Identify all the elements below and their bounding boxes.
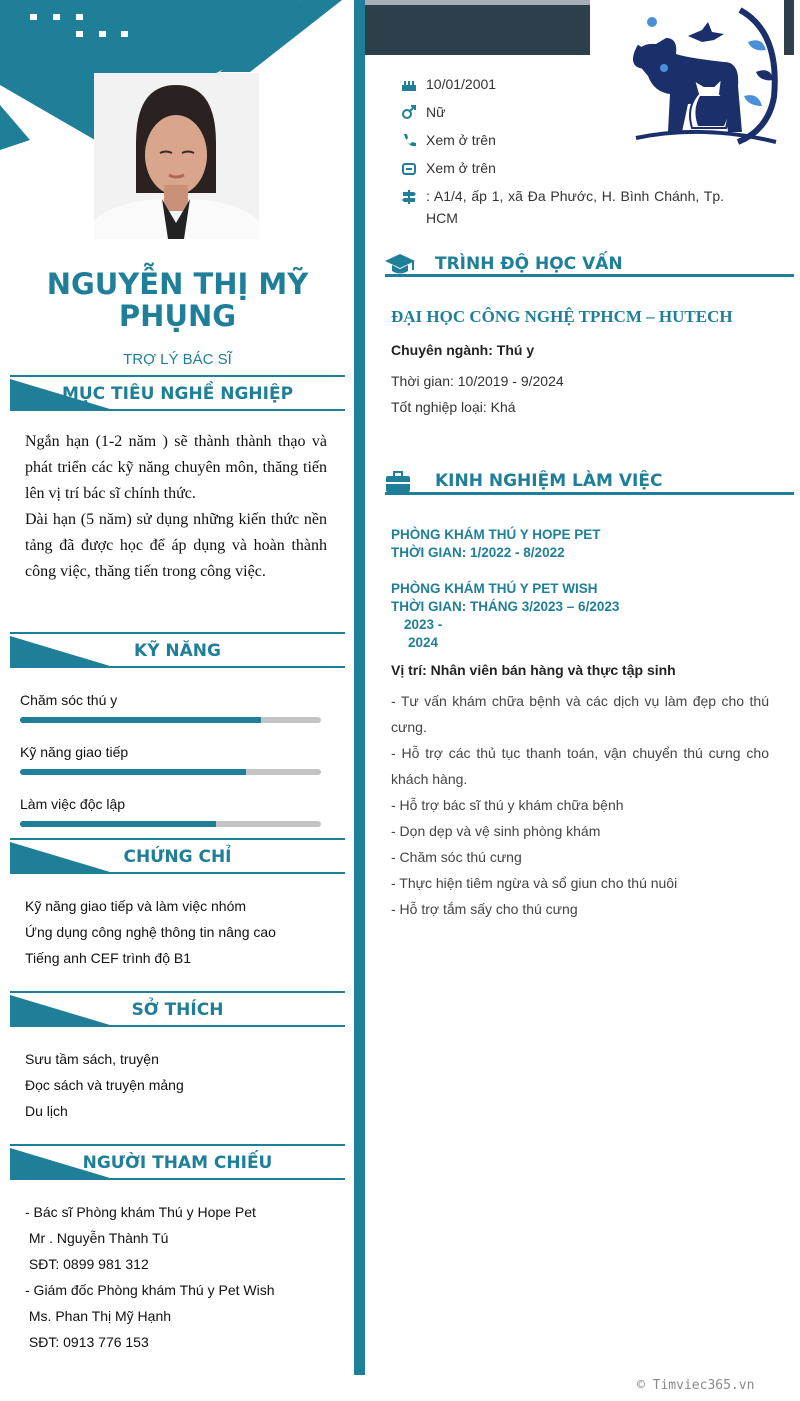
experience-rule [385,492,794,495]
reference-line: Ms. Phan Thị Mỹ Hạnh [25,1308,172,1324]
dob-text: 10/01/2001 [426,76,497,92]
email-icon [400,160,418,178]
certificate-item: Tiếng anh CEF trình độ B1 [25,950,192,966]
duty-item: - Thực hiện tiêm ngừa và sổ giun cho thú nuôi [391,875,678,891]
skill-bar [20,821,321,827]
skill-bar [20,769,321,775]
hobbies-section-header [10,991,345,1027]
skill-name: Làm việc độc lập [20,796,126,812]
graduation-cap-icon [385,252,415,276]
objective-section-header [10,375,345,411]
phone-text: Xem ở trên [426,132,496,148]
certificates-heading: CHỨNG CHỈ [123,847,232,867]
skill-bar [20,717,321,723]
job2-extra-year: 2023 - [404,617,443,632]
hobby-item: Sưu tầm sách, truyện [25,1051,159,1067]
reference-line: - Giám đốc Phòng khám Thú y Pet Wish [25,1282,275,1298]
objective-text [25,429,327,585]
column-divider [354,0,365,1375]
reference-line: Mr . Nguyễn Thành Tú [25,1230,169,1246]
education-rule [385,274,794,277]
references-section-header [10,1144,345,1180]
watermark: © Timviec365.vn [637,1378,755,1393]
top-banner [365,0,590,55]
education-period: Thời gian: 10/2019 - 9/2024 [391,373,564,389]
certificate-item: Ứng dụng công nghệ thông tin nâng cao [25,924,276,940]
reference-line: SĐT: 0913 776 153 [25,1334,149,1350]
experience-heading: KINH NGHIỆM LÀM VIỆC [435,471,663,491]
duty-item: - Hỗ trợ tắm sấy cho thú cưng [391,901,578,917]
certificates-section-header [10,838,345,874]
objective-heading: MỤC TIÊU NGHỀ NGHIỆP [61,384,294,404]
briefcase-icon [385,470,411,494]
job1-time: THỜI GIAN: 1/2022 - 8/2022 [391,545,565,560]
birthday-cake-icon [400,75,418,93]
job-title: TRỢ LÝ BÁC SĨ [123,351,232,368]
gender-icon [400,104,418,122]
name-line-1: NGUYỄN THỊ MỸ [46,267,309,301]
education-heading: TRÌNH ĐỘ HỌC VẤN [435,254,623,274]
gender-text: Nữ [426,104,446,120]
skill-name: Kỹ năng giao tiếp [20,744,129,760]
job2-extra-year: 2024 [408,635,439,650]
phone-icon [400,132,418,150]
objective-long-term: Dài hạn (5 năm) sử dụng những kiến thức nền tảng đã được học để áp dụng và hoàn thành công việc, thăng tiến trong công việc. [25,511,327,580]
certificate-item: Kỹ năng giao tiếp và làm việc nhóm [25,898,247,914]
duty-item: - Tư vấn khám chữa bệnh và các dịch vụ làm đẹp cho thú cưng. [391,693,769,735]
candidate-name [20,268,335,332]
email-text: Xem ở trên [426,160,496,176]
address-text: : A1/4, ấp 1, xã Đa Phước, H. Bình Chánh, Tp. HCM [426,188,724,226]
hobbies-heading: SỞ THÍCH [131,1000,224,1020]
reference-line: SĐT: 0899 981 312 [25,1256,149,1272]
skill-name: Chăm sóc thú y [20,692,118,708]
profile-photo [94,73,259,239]
skills-section-header [10,632,345,668]
pet-logo-icon [628,2,783,145]
duty-item: - Hỗ trợ bác sĩ thú y khám chữa bệnh [391,797,624,813]
name-line-2: PHỤNG [118,299,237,333]
job2-time: THỜI GIAN: THÁNG 3/2023 – 6/2023 [391,599,620,614]
objective-short-term: Ngắn hạn (1-2 năm ) sẽ thành thành thạo và phát triển các kỹ năng chuyên môn, thăng tiến lên vị trí bác sĩ chính thức. [25,433,327,502]
hobby-item: Đọc sách và truyện mảng [25,1077,184,1093]
duty-item: - Chăm sóc thú cưng [391,849,522,865]
reference-line: - Bác sĩ Phòng khám Thú y Hope Pet [25,1204,256,1220]
skills-heading: KỸ NĂNG [134,641,221,661]
job1-company: PHÒNG KHÁM THÚ Y HOPE PET [391,527,601,542]
top-banner-edge [784,0,794,55]
duty-item: - Dọn dẹp và vệ sinh phòng khám [391,823,601,839]
school-name: ĐẠI HỌC CÔNG NGHỆ TPHCM – HUTECH [391,307,733,326]
job2-company: PHÒNG KHÁM THÚ Y PET WISH [391,581,598,596]
education-major: Chuyên ngành: Thú y [391,342,535,358]
education-grade: Tốt nghiệp loại: Khá [391,399,516,415]
duty-item: - Hỗ trợ các thủ tục thanh toán, vận chuyển thú cưng cho khách hàng. [391,745,769,787]
hobby-item: Du lịch [25,1103,68,1119]
job-position: Vị trí: Nhân viên bán hàng và thực tập sinh [391,662,676,678]
references-heading: NGƯỜI THAM CHIẾU [82,1153,273,1173]
address-signpost-icon [400,188,418,206]
